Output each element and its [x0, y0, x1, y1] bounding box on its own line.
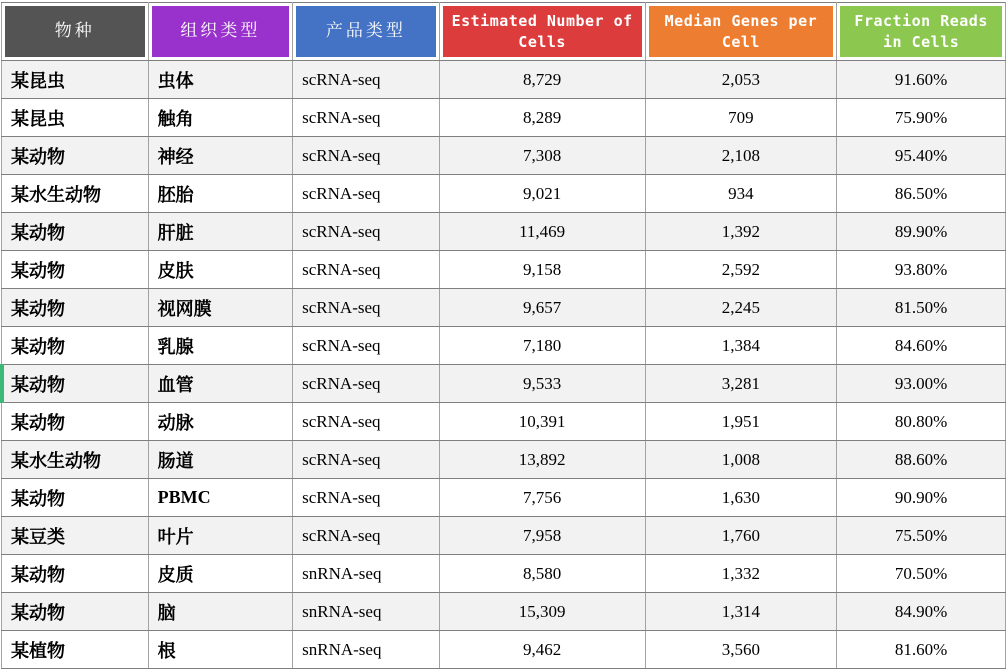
- cell-tissue-type: 叶片: [148, 517, 293, 555]
- cell-product-type: scRNA-seq: [293, 365, 440, 403]
- column-header-estimated-number-of-cells: [439, 3, 645, 61]
- column-header-label: 物种: [5, 6, 145, 57]
- cell-product-type: scRNA-seq: [293, 441, 440, 479]
- table-row: [2, 251, 1006, 289]
- cell-fraction-reads-in-cells: 75.90%: [837, 99, 1006, 137]
- cell-product-type: scRNA-seq: [293, 251, 440, 289]
- cell-tissue-type: 脑: [148, 593, 293, 631]
- cell-median-genes-per-cell: 2,592: [645, 251, 837, 289]
- cell-species: 某动物: [2, 137, 149, 175]
- cell-tissue-type: 动脉: [148, 403, 293, 441]
- cell-species: 某水生动物: [2, 175, 149, 213]
- cell-fraction-reads-in-cells: 86.50%: [837, 175, 1006, 213]
- cell-species: 某水生动物: [2, 441, 149, 479]
- column-header-median-genes-per-cell: [645, 3, 837, 61]
- cell-species: 某动物: [2, 555, 149, 593]
- cell-median-genes-per-cell: 3,281: [645, 365, 837, 403]
- cell-product-type: scRNA-seq: [293, 327, 440, 365]
- cell-estimated-number-of-cells: 9,462: [439, 631, 645, 669]
- cell-estimated-number-of-cells: 7,180: [439, 327, 645, 365]
- table-row: [2, 479, 1006, 517]
- column-header-label: Estimated Number of Cells: [443, 6, 642, 57]
- cell-fraction-reads-in-cells: 93.00%: [837, 365, 1006, 403]
- cell-product-type: snRNA-seq: [293, 555, 440, 593]
- cell-product-type: scRNA-seq: [293, 99, 440, 137]
- cell-tissue-type: 视网膜: [148, 289, 293, 327]
- cell-tissue-type: 根: [148, 631, 293, 669]
- cell-fraction-reads-in-cells: 81.50%: [837, 289, 1006, 327]
- cell-fraction-reads-in-cells: 91.60%: [837, 61, 1006, 99]
- cell-median-genes-per-cell: 934: [645, 175, 837, 213]
- cell-estimated-number-of-cells: 9,158: [439, 251, 645, 289]
- cell-median-genes-per-cell: 2,245: [645, 289, 837, 327]
- cell-product-type: scRNA-seq: [293, 403, 440, 441]
- cell-fraction-reads-in-cells: 84.60%: [837, 327, 1006, 365]
- cell-median-genes-per-cell: 2,053: [645, 61, 837, 99]
- table-row: [2, 175, 1006, 213]
- cell-fraction-reads-in-cells: 80.80%: [837, 403, 1006, 441]
- cell-estimated-number-of-cells: 15,309: [439, 593, 645, 631]
- column-header-fraction-reads-in-cells: [837, 3, 1006, 61]
- table-body: [2, 61, 1006, 669]
- cell-tissue-type: 皮质: [148, 555, 293, 593]
- cell-estimated-number-of-cells: 8,580: [439, 555, 645, 593]
- table-row: [2, 631, 1006, 669]
- table-row: [2, 289, 1006, 327]
- column-header-species: [2, 3, 149, 61]
- cell-median-genes-per-cell: 1,951: [645, 403, 837, 441]
- cell-median-genes-per-cell: 1,392: [645, 213, 837, 251]
- cell-tissue-type: 虫体: [148, 61, 293, 99]
- cell-tissue-type: 胚胎: [148, 175, 293, 213]
- cell-tissue-type: 乳腺: [148, 327, 293, 365]
- header-row: [2, 3, 1006, 61]
- cell-tissue-type: 肠道: [148, 441, 293, 479]
- column-header-product-type: [293, 3, 440, 61]
- cell-estimated-number-of-cells: 8,289: [439, 99, 645, 137]
- cell-median-genes-per-cell: 1,314: [645, 593, 837, 631]
- table-row: [2, 593, 1006, 631]
- column-header-label: Fraction Reads in Cells: [840, 6, 1002, 57]
- cell-species: 某植物: [2, 631, 149, 669]
- cell-species: 某动物: [2, 479, 149, 517]
- cell-product-type: scRNA-seq: [293, 137, 440, 175]
- table-row: [2, 441, 1006, 479]
- cell-median-genes-per-cell: 2,108: [645, 137, 837, 175]
- table-row: [2, 403, 1006, 441]
- row-selection-marker: [0, 364, 4, 403]
- cell-fraction-reads-in-cells: 75.50%: [837, 517, 1006, 555]
- cell-median-genes-per-cell: 709: [645, 99, 837, 137]
- column-header-label: Median Genes per Cell: [649, 6, 834, 57]
- cell-species: 某动物: [2, 403, 149, 441]
- cell-fraction-reads-in-cells: 93.80%: [837, 251, 1006, 289]
- table-header: [2, 3, 1006, 61]
- cell-fraction-reads-in-cells: 95.40%: [837, 137, 1006, 175]
- cell-median-genes-per-cell: 1,630: [645, 479, 837, 517]
- cell-fraction-reads-in-cells: 84.90%: [837, 593, 1006, 631]
- cell-fraction-reads-in-cells: 89.90%: [837, 213, 1006, 251]
- cell-species: 某动物: [2, 251, 149, 289]
- cell-estimated-number-of-cells: 9,533: [439, 365, 645, 403]
- cell-product-type: snRNA-seq: [293, 593, 440, 631]
- cell-fraction-reads-in-cells: 70.50%: [837, 555, 1006, 593]
- cell-product-type: snRNA-seq: [293, 631, 440, 669]
- column-header-label: 产品类型: [296, 6, 436, 57]
- table-row: [2, 555, 1006, 593]
- cell-median-genes-per-cell: 3,560: [645, 631, 837, 669]
- cell-product-type: scRNA-seq: [293, 175, 440, 213]
- table-row: [2, 61, 1006, 99]
- sequencing-stats-table: [1, 2, 1006, 669]
- cell-species: 某动物: [2, 593, 149, 631]
- table-row: [2, 327, 1006, 365]
- cell-median-genes-per-cell: 1,384: [645, 327, 837, 365]
- cell-median-genes-per-cell: 1,332: [645, 555, 837, 593]
- cell-estimated-number-of-cells: 11,469: [439, 213, 645, 251]
- cell-fraction-reads-in-cells: 88.60%: [837, 441, 1006, 479]
- cell-species: 某动物: [2, 365, 149, 403]
- cell-estimated-number-of-cells: 7,958: [439, 517, 645, 555]
- cell-tissue-type: PBMC: [148, 479, 293, 517]
- cell-fraction-reads-in-cells: 90.90%: [837, 479, 1006, 517]
- cell-tissue-type: 皮肤: [148, 251, 293, 289]
- cell-product-type: scRNA-seq: [293, 213, 440, 251]
- cell-estimated-number-of-cells: 7,756: [439, 479, 645, 517]
- cell-product-type: scRNA-seq: [293, 479, 440, 517]
- cell-estimated-number-of-cells: 10,391: [439, 403, 645, 441]
- cell-species: 某动物: [2, 327, 149, 365]
- cell-product-type: scRNA-seq: [293, 517, 440, 555]
- cell-tissue-type: 神经: [148, 137, 293, 175]
- cell-species: 某昆虫: [2, 61, 149, 99]
- cell-species: 某动物: [2, 213, 149, 251]
- table-row: [2, 213, 1006, 251]
- cell-tissue-type: 肝脏: [148, 213, 293, 251]
- column-header-label: 组织类型: [152, 6, 290, 57]
- cell-species: 某昆虫: [2, 99, 149, 137]
- cell-estimated-number-of-cells: 8,729: [439, 61, 645, 99]
- cell-median-genes-per-cell: 1,008: [645, 441, 837, 479]
- cell-estimated-number-of-cells: 13,892: [439, 441, 645, 479]
- table-row: [2, 99, 1006, 137]
- cell-species: 某动物: [2, 289, 149, 327]
- cell-tissue-type: 触角: [148, 99, 293, 137]
- cell-estimated-number-of-cells: 9,021: [439, 175, 645, 213]
- cell-estimated-number-of-cells: 9,657: [439, 289, 645, 327]
- cell-fraction-reads-in-cells: 81.60%: [837, 631, 1006, 669]
- table-row: [2, 137, 1006, 175]
- cell-product-type: scRNA-seq: [293, 61, 440, 99]
- cell-product-type: scRNA-seq: [293, 289, 440, 327]
- cell-estimated-number-of-cells: 7,308: [439, 137, 645, 175]
- cell-species: 某豆类: [2, 517, 149, 555]
- cell-tissue-type: 血管: [148, 365, 293, 403]
- table-row: [2, 517, 1006, 555]
- cell-median-genes-per-cell: 1,760: [645, 517, 837, 555]
- column-header-tissue-type: [148, 3, 293, 61]
- table-row: [2, 365, 1006, 403]
